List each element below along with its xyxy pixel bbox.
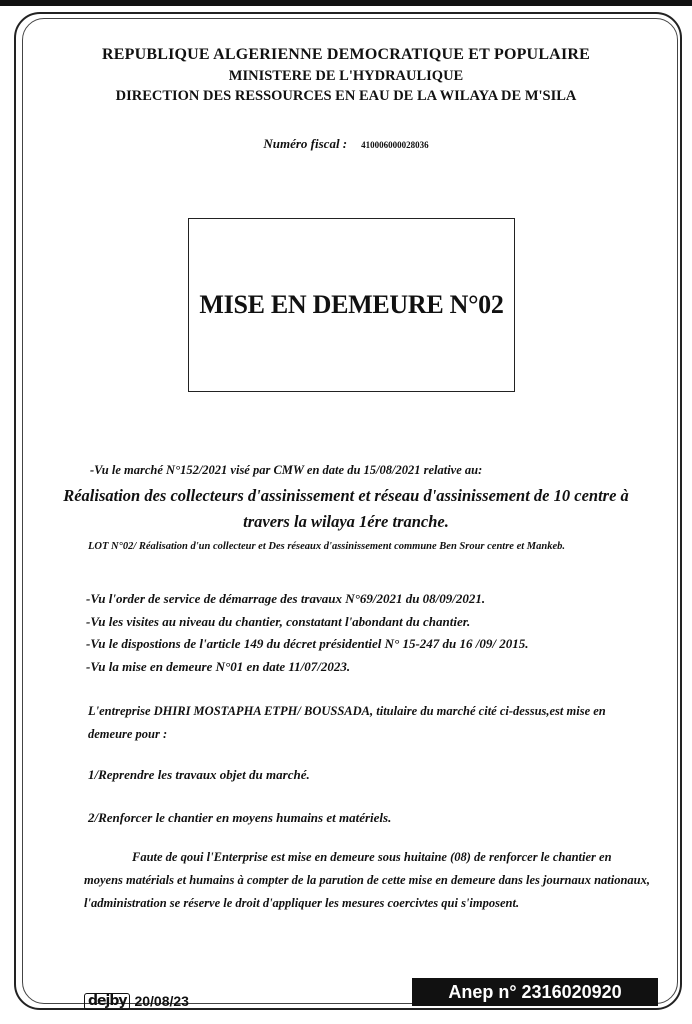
project-line-2: travers la wilaya 1ére tranche. bbox=[243, 512, 449, 531]
vu-item: -Vu les visites au niveau du chantier, constatant l'abondant du chantier. bbox=[86, 614, 471, 629]
title-box bbox=[188, 218, 515, 392]
marche-line: -Vu le marché N°152/2021 visé par CMW en date du 15/08/2021 relative au: bbox=[90, 463, 483, 477]
header-ministry: MINISTERE DE L'HYDRAULIQUE bbox=[228, 68, 464, 84]
vu-item: -Vu la mise en demeure N°01 en date 11/07/2023. bbox=[86, 659, 351, 674]
project-line-1: Réalisation des collecteurs d'assinissement et réseau d'assinissement de 10 centre à bbox=[63, 486, 629, 505]
vu-item: -Vu le dispostions de l'article 149 du décret présidentiel N° 15-247 du 16 /09/ 2015. bbox=[86, 636, 529, 651]
header-direction: DIRECTION DES RESSOURCES EN EAU DE LA WILAYA DE M'SILA bbox=[115, 88, 577, 104]
document-title: MISE EN DEMEURE N°02 bbox=[199, 290, 504, 319]
publisher-stamp bbox=[84, 992, 189, 1010]
fiscal-label: Numéro fiscal : bbox=[263, 136, 348, 151]
publisher-logo: dejby bbox=[84, 993, 130, 1010]
closing-paragraph: Faute de qoui l'Enterprise est mise en demeure sous huitaine (08) de renforcer le chantier en moyens matérials et humains à compter de la parution de cette mise en demeure dans les journaux nationaux, l'administration se réserve le droit d'appliquer les mesures coercivtes qui s'imposent. bbox=[84, 850, 651, 910]
publication-date: 20/08/23 bbox=[134, 993, 189, 1009]
lot-line: LOT N°02/ Réalisation d'un collecteur et Des réseaux d'assinissement commune Ben Srour centre et Mankeb. bbox=[88, 541, 566, 552]
anep-reference: Anep n° 2316020920 bbox=[412, 978, 658, 1006]
header-republic: REPUBLIQUE ALGERIENNE DEMOCRATIQUE ET POPULAIRE bbox=[102, 46, 590, 63]
top-edge-bar bbox=[0, 0, 692, 6]
vu-item: -Vu l'order de service de démarrage des travaux N°69/2021 du 08/09/2021. bbox=[86, 591, 486, 606]
fiscal-number-row bbox=[0, 136, 692, 152]
point-2: 2/Renforcer le chantier en moyens humains et matériels. bbox=[88, 810, 392, 825]
fiscal-number: 410006000028036 bbox=[361, 140, 429, 150]
entreprise-paragraph: L'entreprise DHIRI MOSTAPHA ETPH/ BOUSSADA, titulaire du marché cité ci-dessus,est mise en demeure pour : bbox=[88, 704, 606, 741]
point-1: 1/Reprendre les travaux objet du marché. bbox=[88, 767, 310, 782]
